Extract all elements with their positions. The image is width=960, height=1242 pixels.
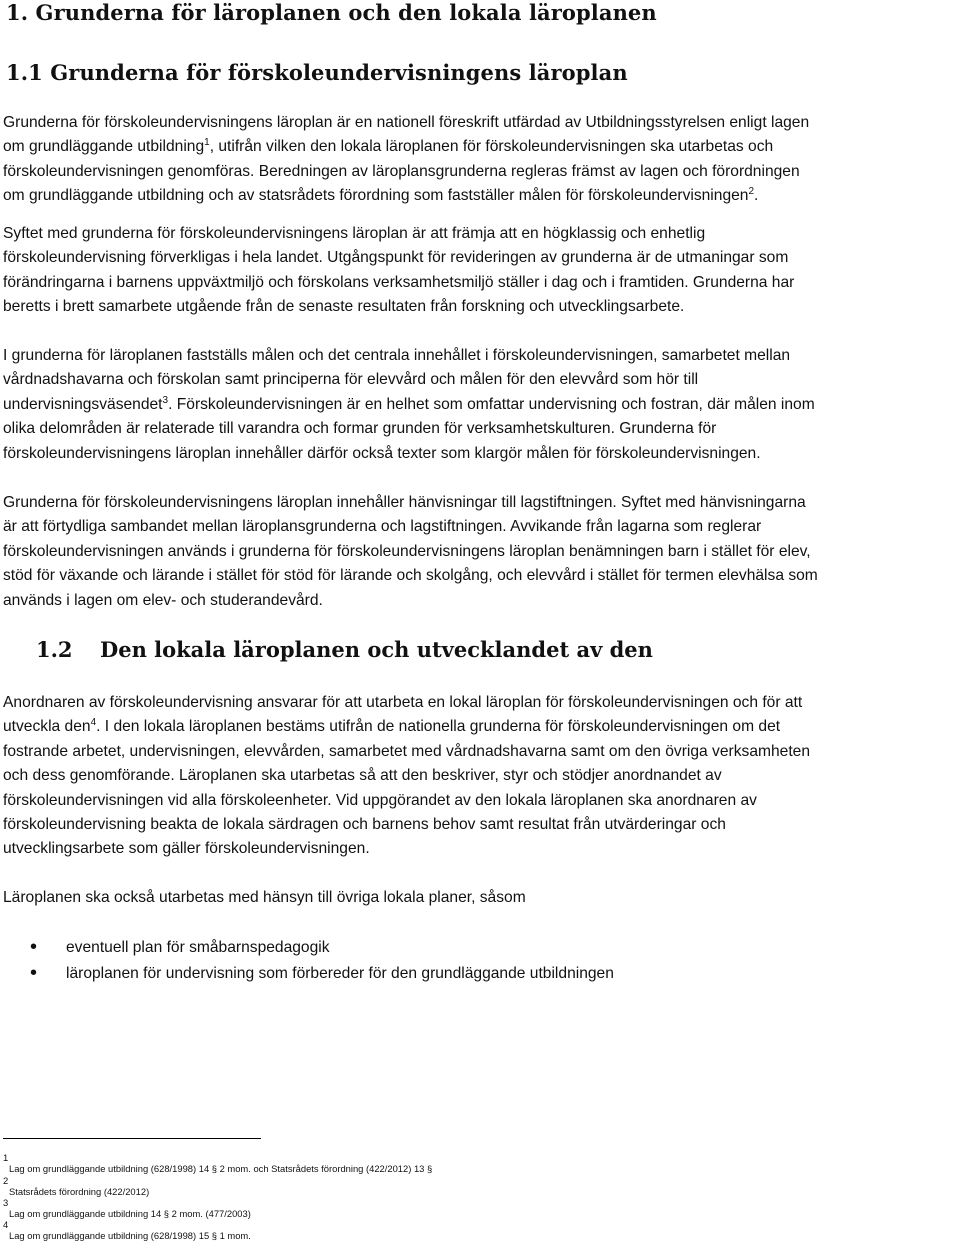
footnote-ref-1[interactable]: 1	[204, 137, 210, 149]
bullet-list	[30, 935, 614, 986]
text-line: beretts i brett samarbete utgående från de senaste resultaten från forskning och utvecklingsarbete.	[3, 298, 685, 316]
list-item: • eventuell plan för småbarnspedagogik	[30, 935, 614, 961]
section-title: Den lokala läroplanen och utvecklandet av den	[100, 637, 653, 662]
footnote-ref-4[interactable]: 4	[90, 717, 97, 729]
text-line: undervisningsväsendet$^3$. Förskoleundervisningen är en helhet som omfattar undervisning och fostran, där målen inom	[3, 394, 815, 413]
text-line: förskoleundervisningen används i grunderna för förskoleundervisningens läroplan benämningen barn i stället för elev,	[3, 542, 811, 560]
list-item: • läroplanen för undervisning som förbereder för den grundläggande utbildningen	[30, 961, 614, 987]
text-line: I grunderna för läroplanen fastställs målen och det centrala innehållet i förskoleundervisningen, samarbetet mellan	[3, 347, 791, 364]
text-line: om grundläggande utbildning och av statsrådets förordning som fastställer målen för förskoleundervisningen$^2$.	[3, 186, 759, 205]
text-line: förskoleundervisning förverkligas i hela landet. Utgångspunkt för revideringen av grunderna är de utmaningar som	[3, 249, 789, 267]
text-line: utvecklingsarbete som gäller förskoleundervisningen.	[3, 840, 370, 858]
text-line: stöd för växande och lärande i stället för stöd för lärande och skolgång, och elevvård i stället för termen elevhälsa som	[3, 567, 818, 585]
text-line: utveckla den$^4$. I den lokala läroplanen bestäms utifrån de nationella grunderna för förskoleundervisningen om det	[3, 717, 781, 736]
footnote-ref-2[interactable]: 2	[748, 186, 755, 198]
section-heading-1-1: 1.1 Grunderna för förskoleundervisningens läroplan	[6, 60, 628, 85]
text-line: förskoleundervisningen genomföras. Beredningen av läroplansgrunderna regleras främst av lagen och förordningen	[3, 162, 800, 180]
footnote-4	[3, 1219, 251, 1241]
footnote-ref-3[interactable]: 3	[162, 394, 169, 406]
paragraph-3	[3, 344, 960, 466]
footnote-separator	[3, 1138, 261, 1139]
text-line: olika delområden är relaterade till varandra och formar grunden för verksamhetskulturen. Grunderna för	[3, 420, 717, 438]
paragraph-2	[3, 222, 960, 320]
paragraph-4	[3, 491, 960, 613]
section-number: 1.2	[36, 637, 73, 662]
footnote-2	[3, 1175, 149, 1197]
footnote-text: Lag om grundläggande utbildning 14 § 2 mom. (477/2003)	[9, 1208, 251, 1219]
footnote-mark: 1	[3, 1152, 9, 1163]
footnote-mark: 2	[3, 1175, 9, 1186]
footnote-1	[3, 1152, 432, 1174]
text-line: vårdnadshavarna och förskolan samt principerna för elevvård och målen för den elevvård som hör till	[3, 371, 699, 389]
footnote-text: Lag om grundläggande utbildning (628/1998) 15 § 1 mom.	[9, 1230, 251, 1241]
text-line: används i lagen om elev- och studerandevård.	[3, 591, 323, 609]
chapter-heading: 1. Grunderna för läroplanen och den lokala läroplanen	[6, 0, 657, 25]
text-line: förändringarna i barnens uppväxtmiljö och förskolans verksamhetsmiljö ställer i dag och i framtiden. Grunderna har	[3, 273, 795, 291]
text-line: förskoleundervisningen vid alla förskoleenheter. Vid uppgörandet av den lokala läroplanen ska anordnaren av	[3, 791, 757, 809]
text-line: förskoleundervisningens läroplan innehåller därför också texter som klargör målen för förskoleundervisningen.	[3, 444, 761, 462]
text-line: Grunderna för förskoleundervisningens läroplan är en nationell föreskrift utfärdad av Utbildningsstyrelsen enligt lagen	[3, 114, 810, 131]
section-heading-1-2	[36, 637, 653, 662]
text-line: förskoleundervisning beakta de lokala särdragen och barnens behov samt resultat från utvärderingar och	[3, 816, 726, 834]
text-line: är att förtydliga sambandet mellan läroplansgrunderna och lagstiftningen. Avvikande från lagarna som reglerar	[3, 518, 762, 536]
footnote-3	[3, 1197, 251, 1219]
footnote-text: Statsrådets förordning (422/2012)	[9, 1186, 150, 1197]
text-line: om grundläggande utbildning$^1$, utifrån vilken den lokala läroplanen för förskoleundervisningen ska utarbetas och	[3, 137, 774, 156]
footnote-mark: 4	[3, 1219, 9, 1230]
paragraph-1	[3, 111, 960, 209]
footnote-mark: 3	[3, 1197, 9, 1208]
paragraph-6	[3, 886, 960, 910]
footnote-text: Lag om grundläggande utbildning (628/1998) 14 § 2 mom. och Statsrådets förordning (422/2012) 13 §	[9, 1163, 433, 1174]
text-line: Grunderna för förskoleundervisningens läroplan innehåller hänvisningar till lagstiftningen. Syftet med hänvisningarna	[3, 494, 806, 511]
text-line: och dess genomförande. Läroplanen ska utarbetas så att den beskriver, styr och stödjer anordnandet av	[3, 767, 722, 785]
text-line: Läroplanen ska också utarbetas med hänsyn till övriga lokala planer, såsom	[3, 889, 526, 906]
text-line: fostrande arbetet, undervisningen, elevvården, samarbetet med vårdnadshavarna samt om den övriga verksamheten	[3, 742, 810, 760]
text-line: Anordnaren av förskoleundervisning ansvarar för att utarbeta en lokal läroplan för förskoleundervisningen och för att	[3, 694, 803, 711]
text-line: Syftet med grunderna för förskoleundervisningens läroplan är att främja att en högklassig och enhetlig	[3, 225, 706, 242]
paragraph-5	[3, 691, 960, 862]
